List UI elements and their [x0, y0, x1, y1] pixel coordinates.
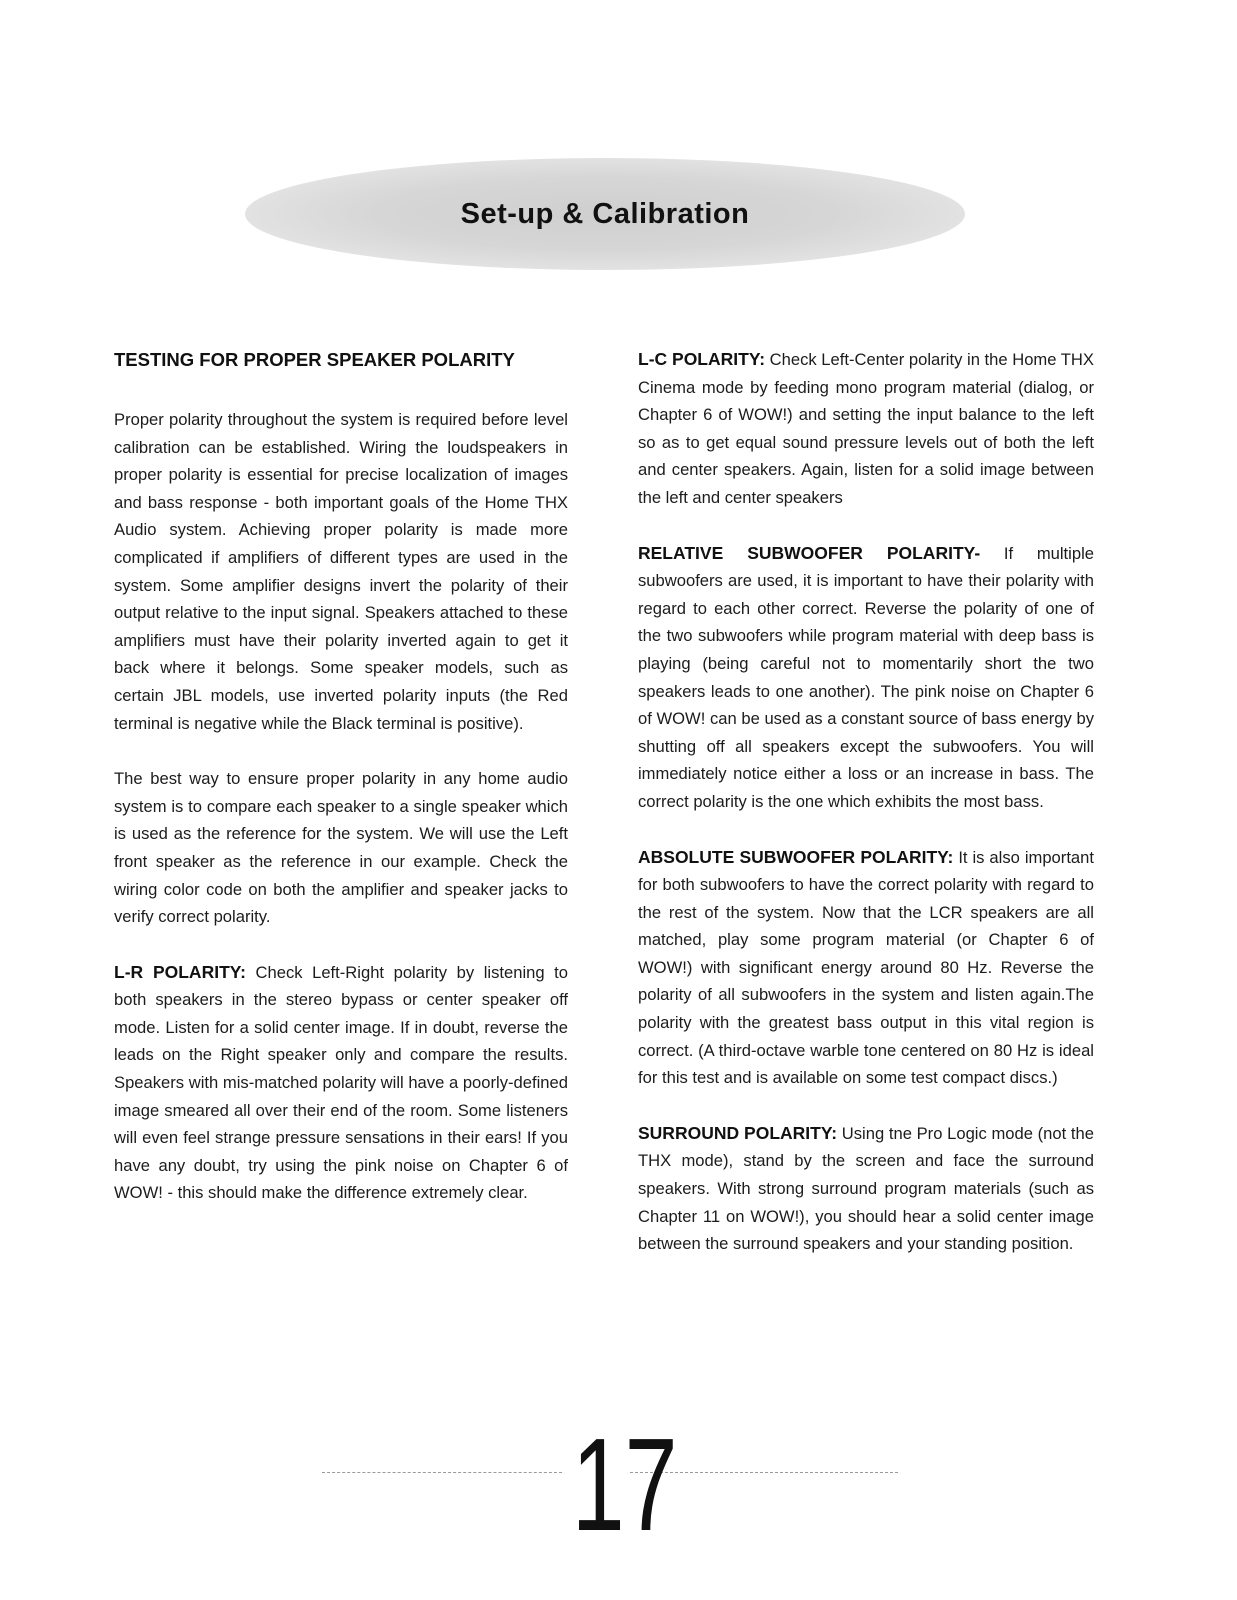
footer-rule-left [322, 1472, 562, 1473]
surround-polarity-paragraph [638, 1120, 1094, 1258]
lc-polarity-lead: L-C POLARITY: [638, 349, 766, 369]
relative-subwoofer-lead: RELATIVE SUBWOOFER POLARITY- [638, 542, 981, 563]
relative-subwoofer-paragraph [638, 540, 1094, 816]
intro-paragraph: Proper polarity throughout the system is required before level calibration can be established. Wiring the loudspeakers in proper polarity is essential for precise localization of images and bass response - both important goals of the Home THX Audio system. Achieving proper polarity is made more complicated if amplifiers of different types are used in the system. Some amplifier designs invert the polarity of their output relative to the input signal. Speakers attached to these amplifiers must have their polarity inverted again to get it back where it belongs. Some speaker models, such as certain JBL models, use inverted polarity inputs (the Red terminal is negative while the Black terminal is positive). [114, 410, 568, 733]
absolute-subwoofer-text: It is also important for both subwoofers to have the correct polarity with regard to the rest of the system. Now that the LCR speakers are all matched, play some program material (or Chapter 6 of WOW!) with significant energy around 80 Hz. Reverse the polarity of all subwoofers in the system and listen again.The polarity with the greatest bass output in this vital region is correct. (A third-octave warble tone centered on 80 Hz is ideal for this test and is available on some test compact discs.) [638, 847, 1094, 1088]
left-column [114, 346, 568, 1235]
lr-polarity-paragraph [114, 959, 568, 1207]
lr-polarity-lead: L-R POLARITY: [114, 961, 246, 982]
lc-polarity-text: Check Left-Center polarity in the Home THX Cinema mode by feeding mono program material (dialog, or Chapter 6 of WOW!) and setting the input balance to the left so as to get equal sound pressure levels out of both the left and center speakers. Again, listen for a solid image between the left and center speakers [638, 350, 1094, 507]
surround-polarity-text: Using tne Pro Logic mode (not the THX mode), stand by the screen and face the surround speakers. With strong surround program materials (such as Chapter 11 on WOW!), you should hear a solid center image between the surround speakers and your standing position. [638, 1123, 1094, 1254]
page-title: Set-up & Calibration [460, 198, 750, 230]
lc-polarity-paragraph [638, 346, 1094, 512]
absolute-subwoofer-paragraph [638, 844, 1094, 1092]
section-heading: TESTING FOR PROPER SPEAKER POLARITY [114, 349, 515, 370]
page-number: 17 [571, 1411, 678, 1558]
absolute-subwoofer-lead: ABSOLUTE SUBWOOFER POLARITY: [638, 846, 954, 867]
lr-polarity-text: Check Left-Right polarity by listening to both speakers in the stereo bypass or center speaker off mode. Listen for a solid center image. If in doubt, reverse the leads on the Right speaker only and compare the results. Speakers with mis-matched polarity will have a poorly-defined image smeared all over their end of the room. Some listeners will even feel strange pressure sensations in their ears! If you have any doubt, try using the pink noise on Chapter 6 of WOW! - this should make the difference extremely clear. [114, 962, 568, 1203]
surround-polarity-lead: SURROUND POLARITY: [638, 1122, 838, 1143]
relative-subwoofer-text: If multiple subwoofers are used, it is important to have their polarity with regard to each other correct. Reverse the polarity of one of the two subwoofers while program material with deep bass is playing (being careful not to momentarily short the two speakers leads to one another). The pink noise on Chapter 6 of WOW! can be used as a constant source of bass energy by shutting off all speakers except the subwoofers. You will immediately notice either a loss or an increase in bass. The correct polarity is the one which exhibits the most bass. [638, 543, 1094, 811]
reference-paragraph: The best way to ensure proper polarity in any home audio system is to compare each speaker to a single speaker which is used as the reference for the system. We will use the Left front speaker as the reference in our example. Check the wiring color code on both the amplifier and speaker jacks to verify correct polarity. [114, 769, 568, 927]
right-column [638, 346, 1094, 1286]
